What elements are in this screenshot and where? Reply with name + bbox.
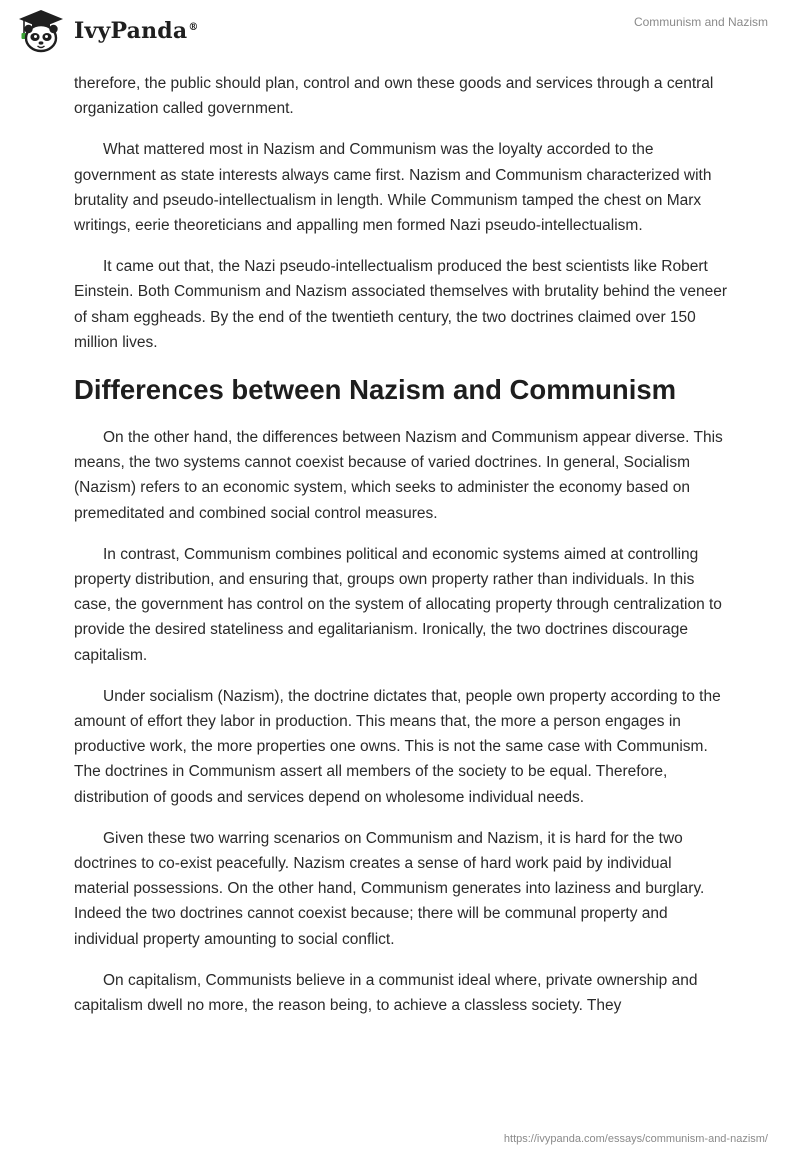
page-header <box>0 0 800 64</box>
section-heading: Differences between Nazism and Communism <box>74 374 677 406</box>
paragraph: Under socialism (Nazism), the doctrine dictates that, people own property according to the amount of effort they labor in production. This means that, the more a person engages in productive work, the more properties one owns. This is not the same case with Communism. The doctrines in Communism assert all members of the society to be equal. Therefore, distribution of goods and services depend on wholesome individual needs. <box>74 687 721 806</box>
paragraph: On capitalism, Communists believe in a communist ideal where, private ownership and capitalism dwell no more, the reason being, to achieve a classless society. They <box>74 971 698 1015</box>
article-body <box>74 71 728 1034</box>
document-title: Communism and Nazism <box>633 15 768 29</box>
logo-wordmark: IvyPanda® <box>74 18 199 44</box>
paragraph: Given these two warring scenarios on Communism and Nazism, it is hard for the two doctrines to co-exist peacefully. Nazism creates a sense of hard work paid by individual material possessions. On the other hand, Communism generates into laziness and burglary. Indeed the two doctrines cannot coexist because; there will be communal property and individual property amounting to social conflict. <box>74 829 705 948</box>
ivypanda-logo[interactable] <box>16 8 199 54</box>
paragraph: It came out that, the Nazi pseudo-intellectualism produced the best scientists like Robert Einstein. Both Communism and Nazism associated themselves with brutality behind the veneer of sham eggheads. By the end of the twentieth century, the two doctrines claimed over 150 million lives. <box>74 258 728 351</box>
paragraph-continued: therefore, the public should plan, control and own these goods and services through a central organization called government. <box>74 75 714 118</box>
panda-graduation-icon <box>16 8 66 54</box>
paragraph: What mattered most in Nazism and Communism was the loyalty accorded to the government as state interests always came first. Nazism and Communism characterized with brutality and pseudo-intellectualism in length. While Communism tamped the chest on Marx writings, eerie theoreticians and appalling men formed Nazi pseudo-intellectualism. <box>74 141 712 235</box>
paragraph: In contrast, Communism combines political and economic systems aimed at controlling property distribution, and ensuring that, groups own property rather than individuals. In this case, the government has control on the system of allocating property through centralization to provide the desired stateliness and egalitarianism. Ironically, the two doctrines discourage capitalism. <box>74 545 722 664</box>
source-url-link[interactable]: https://ivypanda.com/essays/communism-and-nazism/ <box>503 1133 768 1145</box>
paragraph: On the other hand, the differences between Nazism and Communism appear diverse. This means, the two systems cannot coexist because of varied doctrines. In general, Socialism (Nazism) refers to an economic system, which seeks to administer the economy based on premeditated and combined social control measures. <box>74 429 723 522</box>
